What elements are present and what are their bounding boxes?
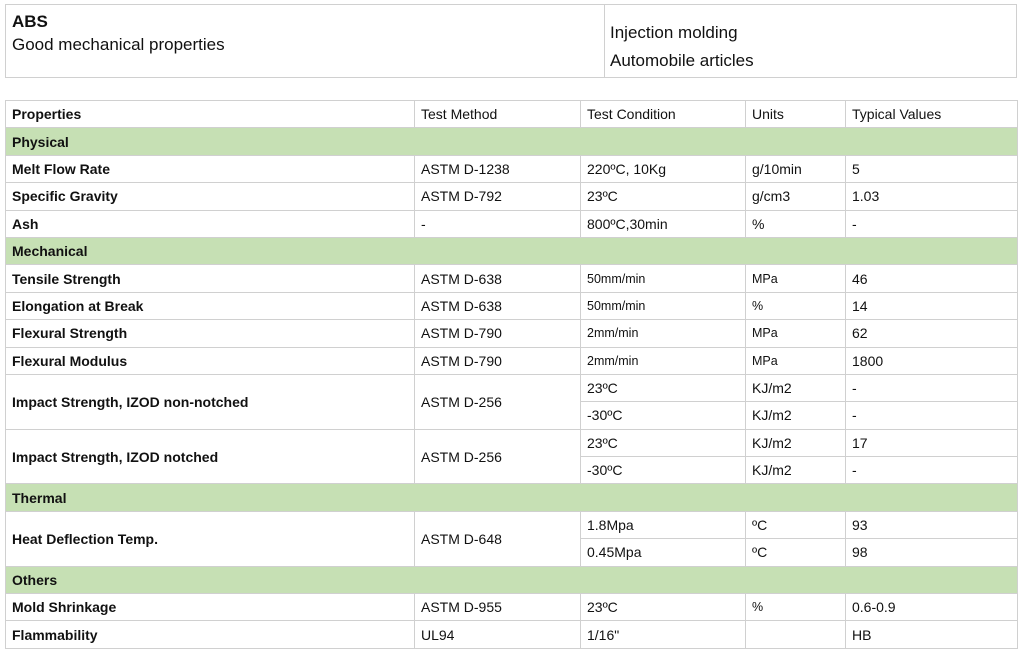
test-condition: 0.45Mpa xyxy=(581,539,746,566)
test-method: ASTM D-1238 xyxy=(415,155,581,182)
units: KJ/m2 xyxy=(746,402,846,429)
units: % xyxy=(746,594,846,621)
test-condition: 1/16" xyxy=(581,621,746,648)
table-row xyxy=(6,347,1018,374)
test-condition: 1.8Mpa xyxy=(581,511,746,538)
section-row-mechanical xyxy=(6,237,1018,264)
typical-value: 62 xyxy=(846,320,1018,347)
property-name: Flexural Modulus xyxy=(6,347,415,374)
section-row-others xyxy=(6,566,1018,593)
test-method: UL94 xyxy=(415,621,581,648)
typical-value: 0.6-0.9 xyxy=(846,594,1018,621)
table-row xyxy=(6,155,1018,182)
typical-value: - xyxy=(846,374,1018,401)
column-header: Typical Values xyxy=(846,101,1018,128)
section-title: Thermal xyxy=(6,484,1018,511)
test-method: - xyxy=(415,210,581,237)
test-condition: 23ºC xyxy=(581,429,746,456)
units: ºC xyxy=(746,511,846,538)
property-name: Specific Gravity xyxy=(6,183,415,210)
test-condition: 2mm/min xyxy=(581,320,746,347)
units: MPa xyxy=(746,265,846,292)
table-row xyxy=(6,621,1018,648)
properties-table xyxy=(5,100,1018,649)
typical-value: - xyxy=(846,210,1018,237)
table-row xyxy=(6,265,1018,292)
units: % xyxy=(746,292,846,319)
table-row xyxy=(6,320,1018,347)
typical-value: - xyxy=(846,457,1018,484)
material-header xyxy=(5,4,1017,78)
property-name: Mold Shrinkage xyxy=(6,594,415,621)
application-item: Automobile articles xyxy=(610,51,754,70)
property-name: Impact Strength, IZOD non-notched xyxy=(6,374,415,429)
property-name: Heat Deflection Temp. xyxy=(6,511,415,566)
table-row xyxy=(6,594,1018,621)
units: KJ/m2 xyxy=(746,374,846,401)
section-title: Others xyxy=(6,566,1018,593)
units: ºC xyxy=(746,539,846,566)
table-row xyxy=(6,292,1018,319)
test-method: ASTM D-792 xyxy=(415,183,581,210)
column-header: Properties xyxy=(6,101,415,128)
test-condition: -30ºC xyxy=(581,457,746,484)
test-method: ASTM D-790 xyxy=(415,347,581,374)
test-method: ASTM D-256 xyxy=(415,429,581,484)
property-name: Ash xyxy=(6,210,415,237)
section-title: Physical xyxy=(6,128,1018,155)
table-row xyxy=(6,429,1018,456)
application-item: Injection molding xyxy=(610,23,738,42)
material-description: Good mechanical properties xyxy=(12,35,225,54)
test-method: ASTM D-256 xyxy=(415,374,581,429)
test-condition: -30ºC xyxy=(581,402,746,429)
typical-value: 46 xyxy=(846,265,1018,292)
typical-value: 17 xyxy=(846,429,1018,456)
property-name: Elongation at Break xyxy=(6,292,415,319)
test-method: ASTM D-648 xyxy=(415,511,581,566)
test-condition: 50mm/min xyxy=(581,265,746,292)
units: % xyxy=(746,210,846,237)
column-header: Units xyxy=(746,101,846,128)
units: g/cm3 xyxy=(746,183,846,210)
test-condition: 23ºC xyxy=(581,374,746,401)
section-row-thermal xyxy=(6,484,1018,511)
test-condition: 2mm/min xyxy=(581,347,746,374)
test-method: ASTM D-638 xyxy=(415,292,581,319)
property-name: Melt Flow Rate xyxy=(6,155,415,182)
property-name: Tensile Strength xyxy=(6,265,415,292)
typical-value: 98 xyxy=(846,539,1018,566)
typical-value: 1.03 xyxy=(846,183,1018,210)
typical-value: 93 xyxy=(846,511,1018,538)
section-row-physical xyxy=(6,128,1018,155)
test-condition: 50mm/min xyxy=(581,292,746,319)
table-row xyxy=(6,511,1018,538)
units: KJ/m2 xyxy=(746,457,846,484)
typical-value: 14 xyxy=(846,292,1018,319)
table-row xyxy=(6,374,1018,401)
test-condition: 23ºC xyxy=(581,183,746,210)
test-condition: 800ºC,30min xyxy=(581,210,746,237)
column-header: Test Method xyxy=(415,101,581,128)
property-name: Flexural Strength xyxy=(6,320,415,347)
material-summary xyxy=(6,5,605,77)
units: KJ/m2 xyxy=(746,429,846,456)
test-method: ASTM D-790 xyxy=(415,320,581,347)
test-condition: 23ºC xyxy=(581,594,746,621)
typical-value: HB xyxy=(846,621,1018,648)
property-name: Flammability xyxy=(6,621,415,648)
typical-value: 1800 xyxy=(846,347,1018,374)
table-header-row xyxy=(6,101,1018,128)
units: MPa xyxy=(746,347,846,374)
typical-value: - xyxy=(846,402,1018,429)
property-name: Impact Strength, IZOD notched xyxy=(6,429,415,484)
test-method: ASTM D-638 xyxy=(415,265,581,292)
test-condition: 220ºC, 10Kg xyxy=(581,155,746,182)
test-method: ASTM D-955 xyxy=(415,594,581,621)
units: g/10min xyxy=(746,155,846,182)
section-title: Mechanical xyxy=(6,237,1018,264)
table-row xyxy=(6,210,1018,237)
units xyxy=(746,621,846,648)
column-header: Test Condition xyxy=(581,101,746,128)
applications xyxy=(605,5,1016,77)
material-name: ABS xyxy=(12,12,48,31)
units: MPa xyxy=(746,320,846,347)
table-row xyxy=(6,183,1018,210)
typical-value: 5 xyxy=(846,155,1018,182)
